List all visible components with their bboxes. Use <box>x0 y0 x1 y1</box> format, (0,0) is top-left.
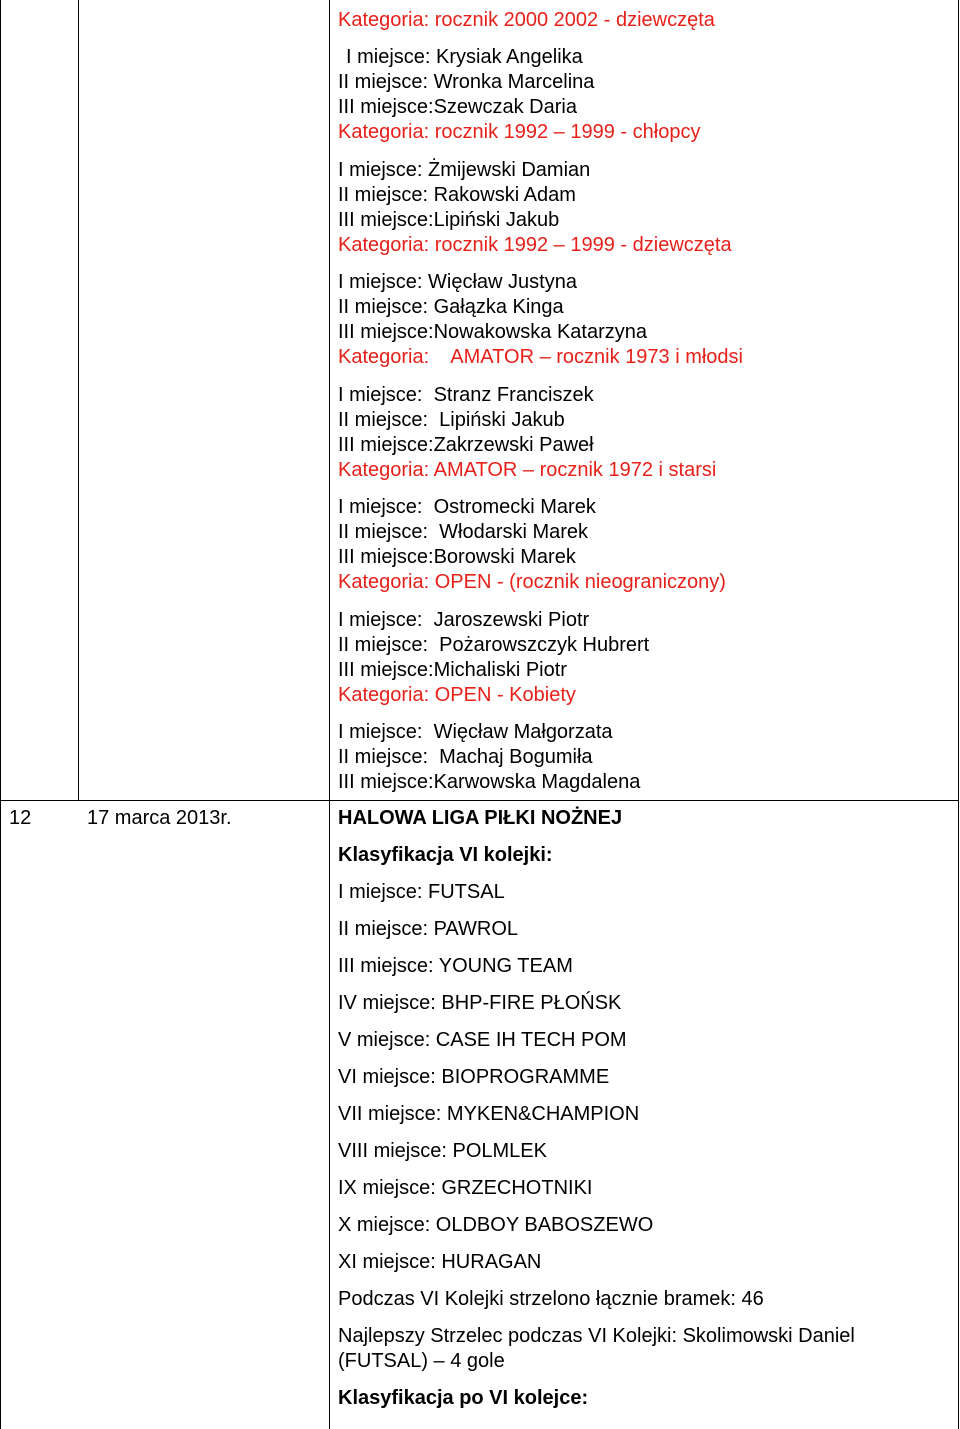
place-line: II miejsce: Lipiński Jakub <box>338 409 565 431</box>
place-line: III miejsce:Borowski Marek <box>338 546 576 568</box>
place-line: II miejsce: Rakowski Adam <box>338 184 576 206</box>
place-line: III miejsce:Zakrzewski Paweł <box>338 434 594 456</box>
standing-line: III miejsce: YOUNG TEAM <box>338 955 573 977</box>
standing-line: I miejsce: FUTSAL <box>338 881 505 903</box>
place-line: II miejsce: Pożarowszczyk Hubrert <box>338 634 650 656</box>
place-line: III miejsce:Karwowska Magdalena <box>338 771 641 793</box>
place-line: III miejsce:Szewczak Daria <box>338 96 577 118</box>
standing-line: II miejsce: PAWROL <box>338 918 519 940</box>
place-line: II miejsce: Wronka Marcelina <box>338 71 595 93</box>
place-line: I miejsce: Stranz Franciszek <box>338 384 594 406</box>
classification-heading: Klasyfikacja VI kolejki: <box>338 844 553 866</box>
place-line: II miejsce: Machaj Bogumiła <box>338 746 593 768</box>
table-border-left <box>0 0 1 1429</box>
place-line: I miejsce: Ostromecki Marek <box>338 496 596 518</box>
standing-line: VI miejsce: BIOPROGRAMME <box>338 1066 610 1088</box>
category-heading: Kategoria: AMATOR – rocznik 1972 i starsi <box>338 459 717 481</box>
standing-line: IV miejsce: BHP-FIRE PŁOŃSK <box>338 992 622 1014</box>
top-scorer-line-1: Najlepszy Strzelec podczas VI Kolejki: Skolimowski Daniel <box>338 1325 855 1347</box>
category-heading: Kategoria: OPEN - Kobiety <box>338 684 576 706</box>
place-line: I miejsce: Więcław Justyna <box>338 271 577 293</box>
category-heading: Kategoria: rocznik 1992 – 1999 - dziewczęta <box>338 234 732 256</box>
table-column-divider-2 <box>329 0 330 1429</box>
place-line: II miejsce: Włodarski Marek <box>338 521 589 543</box>
table-column-divider-1 <box>78 0 79 800</box>
table-row-divider <box>0 800 959 801</box>
place-line: III miejsce:Lipiński Jakub <box>338 209 560 231</box>
place-line: III miejsce:Michaliski Piotr <box>338 659 567 681</box>
place-line: II miejsce: Gałązka Kinga <box>338 296 564 318</box>
standing-line: X miejsce: OLDBOY BABOSZEWO <box>338 1214 654 1236</box>
standing-line: V miejsce: CASE IH TECH POM <box>338 1029 627 1051</box>
standing-line: VII miejsce: MYKEN&CHAMPION <box>338 1103 640 1125</box>
place-line: I miejsce: Jaroszewski Piotr <box>338 609 590 631</box>
row-number: 12 <box>9 807 32 829</box>
category-heading: Kategoria: OPEN - (rocznik nieograniczony) <box>338 571 726 593</box>
place-line: I miejsce: Krysiak Angelika <box>346 46 583 68</box>
category-heading: Kategoria: rocznik 2000 2002 - dziewczęta <box>338 9 715 31</box>
standing-line: IX miejsce: GRZECHOTNIKI <box>338 1177 593 1199</box>
category-heading: Kategoria: AMATOR – rocznik 1973 i młodsi <box>338 346 743 368</box>
event-date: 17 marca 2013r. <box>87 807 232 829</box>
goals-total: Podczas VI Kolejki strzelono łącznie bramek: 46 <box>338 1288 764 1310</box>
place-line: III miejsce:Nowakowska Katarzyna <box>338 321 648 343</box>
table-border-right <box>958 0 959 1429</box>
standing-line: XI miejsce: HURAGAN <box>338 1251 542 1273</box>
place-line: I miejsce: Żmijewski Damian <box>338 159 591 181</box>
standing-line: VIII miejsce: POLMLEK <box>338 1140 547 1162</box>
top-scorer-line-2: (FUTSAL) – 4 gole <box>338 1350 505 1372</box>
classification-after-heading: Klasyfikacja po VI kolejce: <box>338 1387 589 1409</box>
place-line: I miejsce: Więcław Małgorzata <box>338 721 613 743</box>
category-heading: Kategoria: rocznik 1992 – 1999 - chłopcy <box>338 121 701 143</box>
event-title: HALOWA LIGA PIŁKI NOŻNEJ <box>338 807 623 829</box>
